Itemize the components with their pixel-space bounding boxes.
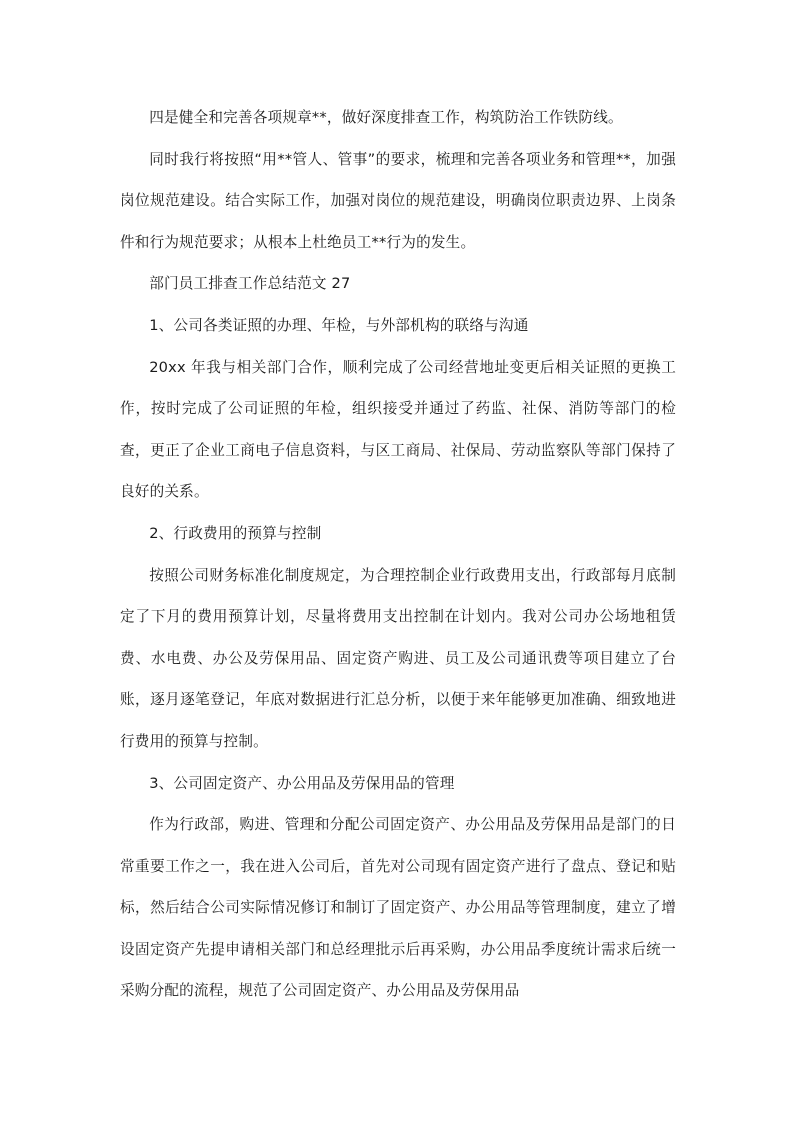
paragraph-assets: 作为行政部，购进、管理和分配公司固定资产、办公用品及劳保用品是部门的日常重要工作之一，我在进入公司后，首先对公司现有固定资产进行了盘点、登记和贴标，然后结合公司实际情况修订和制订了固定资产、办公用品等管理制度，建立了增设固定资产先提申请相关部门和总经理批示后再采购，办公用品季度统计需求后统一采购分配的流程，规范了公司固定资产、办公用品及劳保用品 — [120, 816, 676, 1000]
heading-assets: 3、公司固定资产、办公用品及劳保用品的管理 — [149, 774, 455, 792]
paragraph-budget: 按照公司财务标准化制度规定，为合理控制企业行政费用支出，行政部每月底制定了下月的费用预算计划，尽量将费用支出控制在计划内。我对公司办公场地租赁费、水电费、办公及劳保用品、固定资产购进、员工及公司通讯费等项目建立了台账，逐月逐笔登记，年底对数据进行汇总分析，以便于来年能够更加准确、细致地进行费用的预算与控制。 — [120, 566, 676, 750]
paragraph-rules-improvement: 四是健全和完善各项规章**，做好深度排查工作，构筑防治工作铁防线。 — [149, 109, 623, 126]
paragraph-post-standardization: 同时我行将按照“用**管人、管事”的要求，梳理和完善各项业务和管理**，加强岗位规范建设。结合实际工作，加强对岗位的规范建设，明确岗位职责边界、上岗条件和行为规范要求；从根本上杜绝员工**行为的发生。 — [120, 150, 676, 251]
section-title: 部门员工排查工作总结范文 27 — [149, 275, 351, 293]
heading-licenses: 1、公司各类证照的办理、年检，与外部机构的联络与沟通 — [149, 316, 529, 334]
document-body — [120, 97, 676, 1012]
paragraph-licenses: 20xx 年我与相关部门合作，顺利完成了公司经营地址变更后相关证照的更换工作，按时完成了公司证照的年检，组织接受并通过了药监、社保、消防等部门的检查，更正了企业工商电子信息资料，与区工商局、社保局、劳动监察队等部门保持了良好的关系。 — [120, 358, 676, 501]
heading-budget: 2、行政费用的预算与控制 — [149, 524, 322, 542]
